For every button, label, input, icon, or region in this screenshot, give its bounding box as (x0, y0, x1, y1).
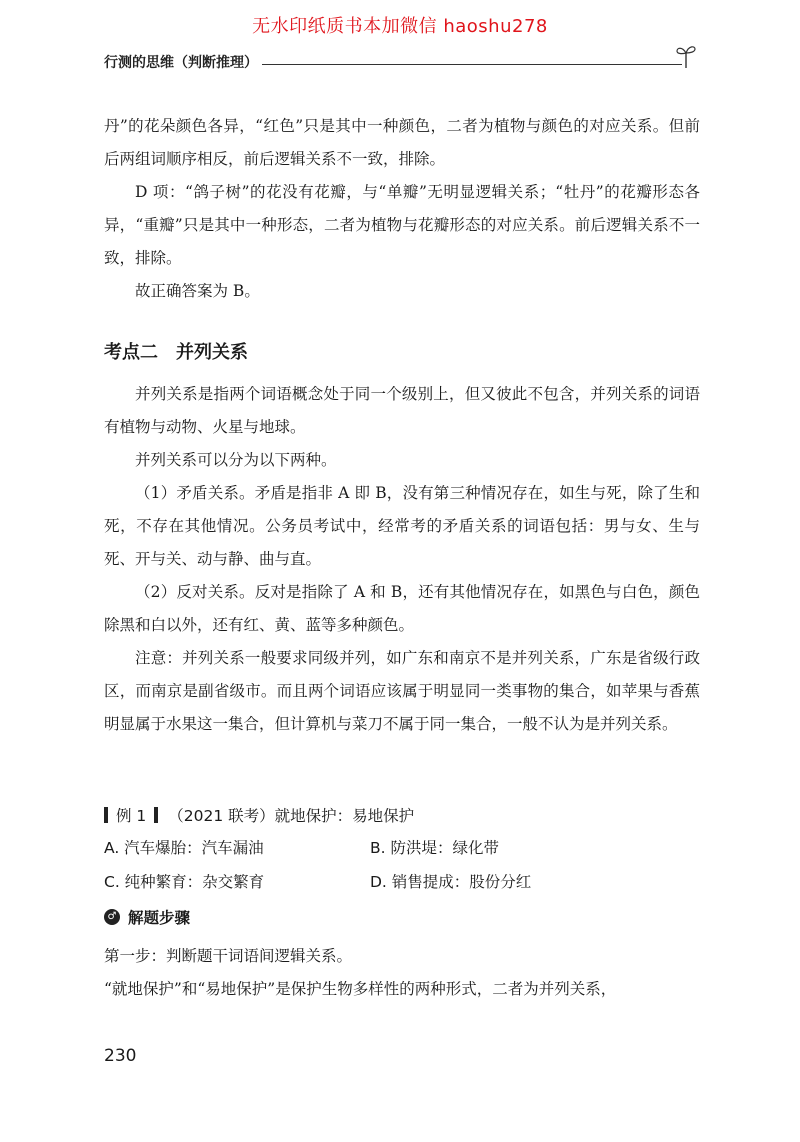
step-line-2: “就地保护”和“易地保护”是保护生物多样性的两种形式，二者为并列关系， (104, 980, 617, 998)
watermark-text: 无水印纸质书本加微信 haoshu278 (252, 16, 548, 37)
example-stem: 就地保护：易地保护 (274, 807, 415, 825)
steps-heading (104, 902, 700, 932)
header-rule (262, 64, 682, 65)
continuation-paragraph: 丹”的花朵颜色各异，“红色”只是其中一种颜色，二者为植物与颜色的对应关系。但前后两组词顺序相反，前后逻辑关系不一致，排除。 (104, 117, 700, 168)
bar-right-icon (154, 807, 158, 823)
example-label: 例 1 (116, 807, 147, 825)
running-head: 行测的思维（判断推理） (104, 55, 258, 71)
page-number: 230 (104, 1046, 137, 1066)
step-icon: ♂ (104, 909, 120, 925)
option-a: A. 汽车爆胎：汽车漏油 (104, 839, 264, 857)
example-heading (104, 800, 700, 830)
option-d-analysis: D 项：“鸽子树”的花没有花瓣，与“单瓣”无明显逻辑关系；“牡丹”的花瓣形态各异，“重瓣”只是其中一种形态，二者为植物与花瓣形态的对应关系。前后逻辑关系不一致，排除。 (104, 183, 700, 267)
example-block (104, 800, 700, 932)
types-intro: 并列关系可以分为以下两种。 (135, 451, 337, 469)
option-c: C. 纯种繁育：杂交繁育 (104, 873, 265, 891)
contradiction-paragraph: （1）矛盾关系。矛盾是指非 A 即 B，没有第三种情况存在，如生与死，除了生和死，不存在其他情况。公务员考试中，经常考的矛盾关系的词语包括：男与女、生与死、开与关、动与静、曲与直。 (104, 484, 700, 568)
option-b: B. 防洪堤：绿化带 (370, 839, 499, 857)
answer-line: 故正确答案为 B。 (135, 282, 260, 300)
steps-heading-label: 解题步骤 (128, 909, 191, 927)
options-grid (104, 836, 700, 894)
step-line-1: 第一步：判断题干词语间逻辑关系。 (104, 947, 353, 965)
note-paragraph: 注意：并列关系一般要求同级并列，如广东和南京不是并列关系，广东是省级行政区，而南京是副省级市。而且两个词语应该属于明显同一类事物的集合，如苹果与香蕉明显属于水果这一集合，但计算机与菜刀不属于同一集合，一般不认为是并列关系。 (104, 649, 700, 733)
section-title: 考点二 并列关系 (104, 342, 248, 363)
sprout-icon (674, 40, 698, 70)
example-source: （2021 联考） (168, 807, 275, 825)
bar-left-icon (104, 807, 108, 823)
contrary-paragraph: （2）反对关系。反对是指除了 A 和 B，还有其他情况存在，如黑色与白色，颜色除黑和白以外，还有红、黄、蓝等多种颜色。 (104, 583, 700, 634)
definition-paragraph: 并列关系是指两个词语概念处于同一个级别上，但又彼此不包含，并列关系的词语有植物与动物、火星与地球。 (104, 385, 700, 436)
option-d: D. 销售提成：股份分红 (370, 873, 532, 891)
steps-body (104, 940, 700, 1006)
continuation-block (104, 110, 700, 308)
section-body (104, 378, 700, 741)
